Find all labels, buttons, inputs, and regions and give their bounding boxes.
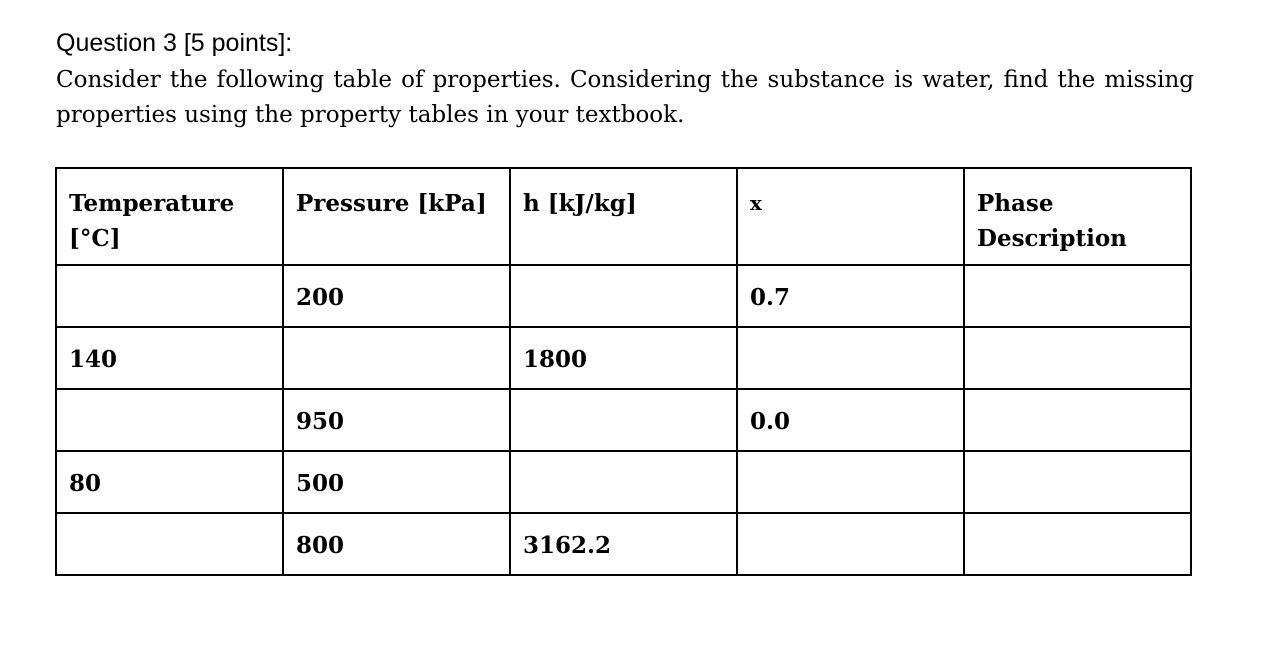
cell-enthalpy <box>510 265 737 327</box>
cell-temperature <box>56 265 283 327</box>
cell-phase <box>964 389 1191 451</box>
properties-table <box>55 167 1192 576</box>
table-row <box>56 327 1191 389</box>
question-title: Question 3 [5 points]: <box>56 29 293 57</box>
cell-pressure <box>283 327 510 389</box>
table-row <box>56 389 1191 451</box>
cell-pressure: 500 <box>283 451 510 513</box>
cell-quality <box>737 451 964 513</box>
header-phase-description: Phase Description <box>964 168 1191 265</box>
cell-phase <box>964 513 1191 575</box>
cell-phase <box>964 265 1191 327</box>
cell-temperature <box>56 513 283 575</box>
cell-pressure: 950 <box>283 389 510 451</box>
table-row <box>56 265 1191 327</box>
header-row <box>56 168 1191 265</box>
cell-temperature: 140 <box>56 327 283 389</box>
cell-pressure: 200 <box>283 265 510 327</box>
cell-enthalpy: 3162.2 <box>510 513 737 575</box>
table-row <box>56 451 1191 513</box>
question-prompt: Consider the following table of properties. Considering the substance is water, find the missing properties using the property tables in your textbook. <box>56 67 1194 128</box>
cell-quality: 0.0 <box>737 389 964 451</box>
cell-phase <box>964 327 1191 389</box>
cell-enthalpy <box>510 451 737 513</box>
header-quality: x <box>737 168 964 265</box>
header-enthalpy: h [kJ/kg] <box>510 168 737 265</box>
table-row <box>56 513 1191 575</box>
cell-enthalpy: 1800 <box>510 327 737 389</box>
header-pressure: Pressure [kPa] <box>283 168 510 265</box>
cell-quality: 0.7 <box>737 265 964 327</box>
cell-quality <box>737 327 964 389</box>
cell-temperature <box>56 389 283 451</box>
cell-enthalpy <box>510 389 737 451</box>
cell-phase <box>964 451 1191 513</box>
header-temperature: Temperature [°C] <box>56 168 283 265</box>
cell-temperature: 80 <box>56 451 283 513</box>
cell-pressure: 800 <box>283 513 510 575</box>
cell-quality <box>737 513 964 575</box>
